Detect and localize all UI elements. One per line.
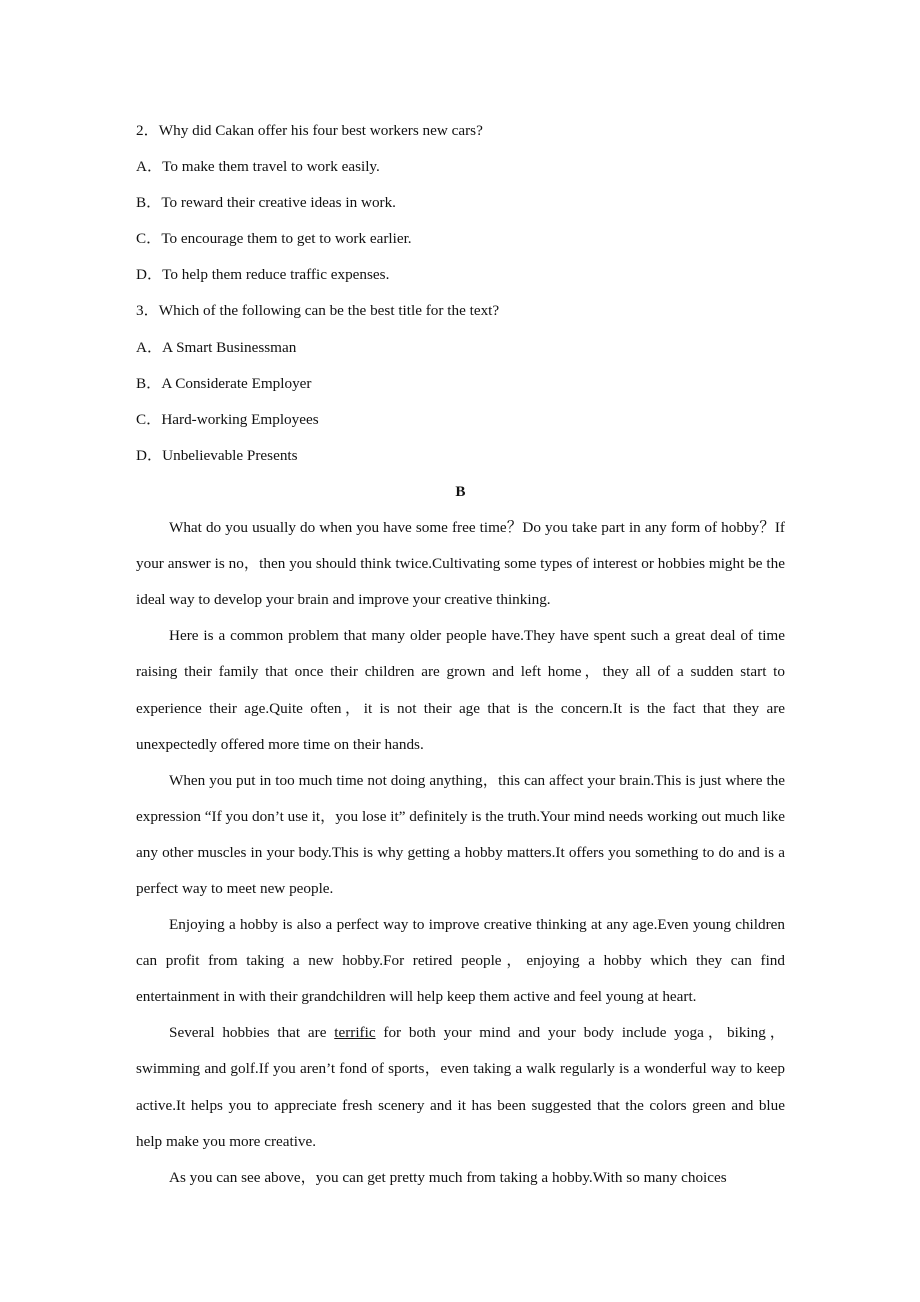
document-page [136,113,785,1196]
paragraph-6: As you can see above，you can get pretty much from taking a hobby.With so many choices [169,1168,727,1186]
underlined-word: terrific [334,1024,376,1042]
paragraph-2: Here is a common problem that many older people have.They have spent such a great deal of time raising their family that once their children are grown and left home，they all of a sudden start to experience their age.Quite often，it is not their age that is the concern.It is the fact that they are unexpectedly offered more time on their hands. [136,627,785,753]
paragraph-5-start: Several hobbies that are [169,1024,335,1042]
option-c: C．Hard-working Employees [136,410,319,428]
question-stem: 2．Why did Cakan offer his four best workers new cars? [136,122,483,139]
option-a: A．To make them travel to work easily. [136,158,380,176]
section-heading: B [455,482,466,500]
option-d: D．Unbelievable Presents [136,446,298,464]
paragraph-5 [136,1015,785,1159]
option-c: C．To encourage them to get to work earlier. [136,230,412,248]
question-3 [136,293,785,473]
paragraph-1: What do you usually do when you have some free time？Do you take part in any form of hobby？If your answer is no，then you should think twice.Cultivating some types of interest or hobbies might be the ideal way to develop your brain and improve your creative thinking. [136,519,785,609]
option-a: A．A Smart Businessman [136,338,297,356]
question-2 [136,113,785,293]
option-d: D．To help them reduce traffic expenses. [136,266,390,284]
option-b: B．A Considerate Employer [136,374,312,392]
paragraph-5-rest: for both your mind and your body include yoga，biking，swimming and golf.If you aren’t fond of sports，even taking a walk regularly is a wonderful way to keep active.It helps you to appreciate fresh scenery and it has been suggested that the colors green and blue help make you more creative. [136,1024,785,1150]
question-stem: 3．Which of the following can be the best title for the text? [136,302,500,320]
paragraph-3: When you put in too much time not doing anything，this can affect your brain.This is just where the expression “If you don’t use it，you lose it” definitely is the truth.Your mind needs working out much like any other muscles in your body.This is why getting a hobby matters.It offers you something to do and is a perfect way to meet new people. [136,771,785,897]
paragraph-4: Enjoying a hobby is also a perfect way to improve creative thinking at any age.Even young children can profit from taking a new hobby.For retired people，enjoying a hobby which they can find entertainment in with their grandchildren will help keep them active and feel young at heart. [136,916,785,1006]
option-b: B．To reward their creative ideas in work. [136,194,396,212]
